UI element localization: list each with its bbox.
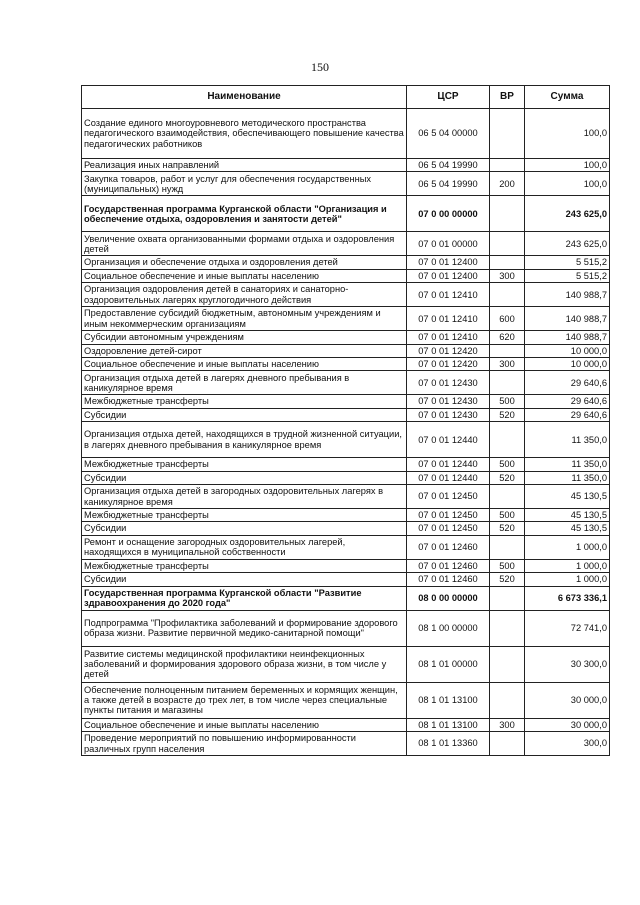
row-vr: 520 <box>490 522 525 535</box>
row-vr <box>490 344 525 357</box>
row-vr: 500 <box>490 395 525 408</box>
row-vr: 500 <box>490 458 525 471</box>
row-sum: 1 000,0 <box>525 559 610 572</box>
table-row <box>82 509 610 522</box>
row-name: Межбюджетные трансферты <box>82 458 407 471</box>
table-row <box>82 408 610 421</box>
table-row <box>82 196 610 232</box>
row-csr: 07 0 01 12410 <box>407 283 490 307</box>
row-csr: 07 0 01 12440 <box>407 458 490 471</box>
row-sum: 5 515,2 <box>525 256 610 269</box>
table-row <box>82 109 610 159</box>
row-csr: 07 0 01 12440 <box>407 422 490 458</box>
table-row <box>82 307 610 331</box>
page-number: 150 <box>311 60 329 74</box>
row-vr <box>490 682 525 718</box>
row-sum: 1 000,0 <box>525 573 610 586</box>
row-name: Государственная программа Курганской области "Развитие здравоохранения до 2020 года" <box>82 586 407 610</box>
row-sum: 140 988,7 <box>525 283 610 307</box>
row-vr: 620 <box>490 331 525 344</box>
row-vr <box>490 256 525 269</box>
row-csr: 06 5 04 19990 <box>407 172 490 196</box>
row-sum: 72 741,0 <box>525 610 610 646</box>
table-row <box>82 159 610 172</box>
row-csr: 07 0 01 12460 <box>407 535 490 559</box>
row-name: Развитие системы медицинской профилактики неинфекционных заболеваний и формирования здорового образа жизни, в том числе у детей <box>82 646 407 682</box>
row-vr <box>490 283 525 307</box>
row-name: Государственная программа Курганской области "Организация и обеспечение отдыха, оздоровления и занятости детей" <box>82 196 407 232</box>
row-csr: 08 1 01 00000 <box>407 646 490 682</box>
row-csr: 07 0 01 12430 <box>407 408 490 421</box>
row-sum: 29 640,6 <box>525 371 610 395</box>
row-csr: 07 0 01 12410 <box>407 331 490 344</box>
header-name: Наименование <box>82 86 407 109</box>
row-name: Межбюджетные трансферты <box>82 395 407 408</box>
row-sum: 300,0 <box>525 732 610 756</box>
row-name: Субсидии автономным учреждениям <box>82 331 407 344</box>
table-row <box>82 586 610 610</box>
row-vr <box>490 610 525 646</box>
row-sum: 11 350,0 <box>525 422 610 458</box>
row-name: Межбюджетные трансферты <box>82 559 407 572</box>
row-name: Межбюджетные трансферты <box>82 509 407 522</box>
row-sum: 29 640,6 <box>525 395 610 408</box>
row-sum: 30 000,0 <box>525 718 610 731</box>
row-name: Предоставление субсидий бюджетным, автономным учреждениям и иным некоммерческим организациям <box>82 307 407 331</box>
row-name: Организация оздоровления детей в санаториях и санаторно-оздоровительных лагерях круглогодичного действия <box>82 283 407 307</box>
row-name: Подпрограмма "Профилактика заболеваний и формирование здорового образа жизни. Развитие первичной медико-санитарной помощи" <box>82 610 407 646</box>
row-name: Обеспечение полноценным питанием беременных и кормящих женщин, а также детей в возрасте до трех лет, в том числе через специальные пункты питания и магазины <box>82 682 407 718</box>
row-vr <box>490 371 525 395</box>
table-row <box>82 172 610 196</box>
row-name: Создание единого многоуровневого методического пространства педагогического взаимодействия, обеспечивающего повышение качества педагогических работников <box>82 109 407 159</box>
row-vr <box>490 732 525 756</box>
row-csr: 07 0 01 12460 <box>407 559 490 572</box>
row-name: Организация отдыха детей в загородных оздоровительных лагерях в каникулярное время <box>82 485 407 509</box>
row-vr <box>490 422 525 458</box>
row-sum: 45 130,5 <box>525 522 610 535</box>
row-csr: 08 1 00 00000 <box>407 610 490 646</box>
table-row <box>82 485 610 509</box>
row-name: Субсидии <box>82 408 407 421</box>
table-row <box>82 358 610 371</box>
table-header-row <box>82 86 610 109</box>
row-csr: 07 0 01 12400 <box>407 269 490 282</box>
row-csr: 08 1 01 13100 <box>407 718 490 731</box>
row-vr: 520 <box>490 471 525 484</box>
row-name: Закупка товаров, работ и услуг для обеспечения государственных (муниципальных) нужд <box>82 172 407 196</box>
table-row <box>82 573 610 586</box>
row-vr: 500 <box>490 559 525 572</box>
row-csr: 07 0 01 12460 <box>407 573 490 586</box>
row-name: Увеличение охвата организованными формами отдыха и оздоровления детей <box>82 232 407 256</box>
row-sum: 30 300,0 <box>525 646 610 682</box>
table-row <box>82 610 610 646</box>
table-row <box>82 732 610 756</box>
table-row <box>82 371 610 395</box>
table-row <box>82 256 610 269</box>
row-csr: 07 0 01 12420 <box>407 344 490 357</box>
table-row <box>82 471 610 484</box>
row-name: Оздоровление детей-сирот <box>82 344 407 357</box>
row-vr <box>490 646 525 682</box>
row-sum: 243 625,0 <box>525 196 610 232</box>
row-sum: 100,0 <box>525 159 610 172</box>
row-csr: 07 0 01 12450 <box>407 522 490 535</box>
row-sum: 45 130,5 <box>525 485 610 509</box>
table-row <box>82 682 610 718</box>
table-row <box>82 344 610 357</box>
row-vr <box>490 196 525 232</box>
row-sum: 11 350,0 <box>525 458 610 471</box>
row-vr <box>490 535 525 559</box>
row-vr <box>490 159 525 172</box>
row-name: Организация отдыха детей в лагерях дневного пребывания в каникулярное время <box>82 371 407 395</box>
row-csr: 07 0 01 12450 <box>407 485 490 509</box>
row-name: Ремонт и оснащение загородных оздоровительных лагерей, находящихся в муниципальной собственности <box>82 535 407 559</box>
row-csr: 08 0 00 00000 <box>407 586 490 610</box>
row-vr: 500 <box>490 509 525 522</box>
row-csr: 07 0 01 12440 <box>407 471 490 484</box>
row-sum: 45 130,5 <box>525 509 610 522</box>
header-vr: ВР <box>490 86 525 109</box>
row-csr: 07 0 00 00000 <box>407 196 490 232</box>
row-vr <box>490 109 525 159</box>
row-vr: 300 <box>490 358 525 371</box>
row-sum: 5 515,2 <box>525 269 610 282</box>
row-vr <box>490 232 525 256</box>
row-vr: 520 <box>490 573 525 586</box>
row-sum: 29 640,6 <box>525 408 610 421</box>
row-name: Проведение мероприятий по повышению информированности различных групп населения <box>82 732 407 756</box>
row-sum: 243 625,0 <box>525 232 610 256</box>
row-name: Социальное обеспечение и иные выплаты населению <box>82 269 407 282</box>
table-row <box>82 269 610 282</box>
table-row <box>82 535 610 559</box>
table-row <box>82 646 610 682</box>
row-sum: 11 350,0 <box>525 471 610 484</box>
row-csr: 08 1 01 13360 <box>407 732 490 756</box>
row-csr: 06 5 04 19990 <box>407 159 490 172</box>
header-sum: Сумма <box>525 86 610 109</box>
row-csr: 07 0 01 12400 <box>407 256 490 269</box>
row-vr: 300 <box>490 269 525 282</box>
row-sum: 140 988,7 <box>525 307 610 331</box>
row-sum: 1 000,0 <box>525 535 610 559</box>
row-sum: 10 000,0 <box>525 358 610 371</box>
row-csr: 07 0 01 12430 <box>407 371 490 395</box>
row-name: Организация отдыха детей, находящихся в трудной жизненной ситуации, в лагерях дневного пребывания в каникулярное время <box>82 422 407 458</box>
row-csr: 08 1 01 13100 <box>407 682 490 718</box>
budget-table <box>81 85 610 756</box>
header-csr: ЦСР <box>407 86 490 109</box>
row-sum: 6 673 336,1 <box>525 586 610 610</box>
row-name: Субсидии <box>82 522 407 535</box>
row-name: Реализация иных направлений <box>82 159 407 172</box>
table-row <box>82 422 610 458</box>
row-vr <box>490 586 525 610</box>
row-name: Субсидии <box>82 573 407 586</box>
row-name: Социальное обеспечение и иные выплаты населению <box>82 358 407 371</box>
row-sum: 100,0 <box>525 109 610 159</box>
table-row <box>82 718 610 731</box>
row-vr: 200 <box>490 172 525 196</box>
table-row <box>82 559 610 572</box>
row-sum: 140 988,7 <box>525 331 610 344</box>
row-sum: 10 000,0 <box>525 344 610 357</box>
row-csr: 07 0 01 12420 <box>407 358 490 371</box>
table-row <box>82 232 610 256</box>
row-name: Организация и обеспечение отдыха и оздоровления детей <box>82 256 407 269</box>
row-vr: 520 <box>490 408 525 421</box>
row-vr: 600 <box>490 307 525 331</box>
row-sum: 30 000,0 <box>525 682 610 718</box>
table-row <box>82 283 610 307</box>
row-sum: 100,0 <box>525 172 610 196</box>
row-csr: 06 5 04 00000 <box>407 109 490 159</box>
table-row <box>82 522 610 535</box>
row-csr: 07 0 01 12410 <box>407 307 490 331</box>
row-csr: 07 0 01 12430 <box>407 395 490 408</box>
table-row <box>82 331 610 344</box>
row-vr <box>490 485 525 509</box>
row-name: Субсидии <box>82 471 407 484</box>
row-csr: 07 0 01 12450 <box>407 509 490 522</box>
table-row <box>82 458 610 471</box>
row-name: Социальное обеспечение и иные выплаты населению <box>82 718 407 731</box>
row-csr: 07 0 01 00000 <box>407 232 490 256</box>
table-row <box>82 395 610 408</box>
row-vr: 300 <box>490 718 525 731</box>
